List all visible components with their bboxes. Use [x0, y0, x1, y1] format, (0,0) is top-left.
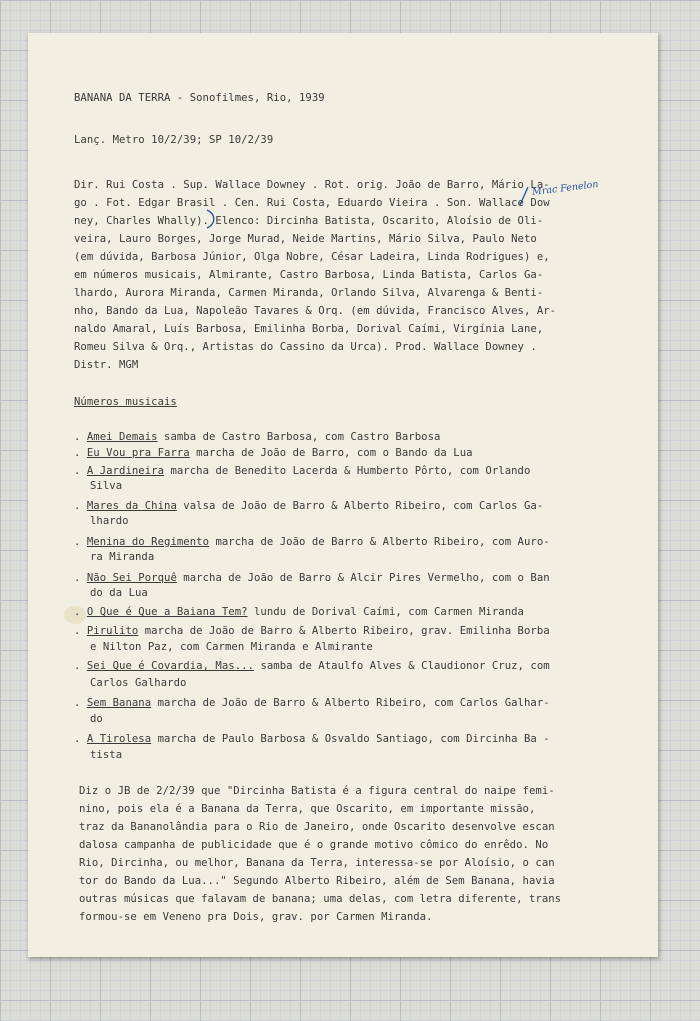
list-item: [74, 430, 440, 444]
handwritten-bracket-mark: [204, 208, 220, 230]
list-item: [74, 624, 550, 638]
list-item: [74, 696, 550, 710]
review-line: tor do Bando da Lua..." Segundo Alberto Ribeiro, além de Sem Banana, havia: [79, 875, 555, 887]
review-line: Diz o JB de 2/2/39 que "Dircinha Batista é a figura central do naipe femi-: [79, 785, 555, 797]
song-title: Sei Que é Covardia, Mas...: [86, 660, 255, 672]
bullet: .: [74, 606, 81, 618]
list-item: [74, 499, 543, 513]
song-title: Sem Banana: [86, 697, 152, 709]
list-item-continuation: do: [90, 713, 103, 725]
handwritten-annotation: Mrac Fenelon: [531, 178, 600, 199]
song-title: Amei Demais: [86, 431, 158, 443]
song-details: lundu de Dorival Caími, com Carmen Miranda: [247, 606, 524, 618]
list-item-continuation: lhardo: [90, 515, 129, 527]
bullet: .: [74, 465, 81, 477]
list-item: [74, 732, 550, 746]
song-title: Não Sei Porquê: [86, 572, 177, 584]
bullet: .: [74, 431, 81, 443]
review-line: nino, pois ela é a Banana da Terra, que Oscarito, em importante missão,: [79, 803, 536, 815]
song-details: marcha de Benedito Lacerda & Humberto Pôrto, com Orlando: [164, 465, 531, 477]
review-line: formou-se em Veneno pra Dois, grav. por Carmen Miranda.: [79, 911, 433, 923]
credits-line: em números musicais, Almirante, Castro Barbosa, Linda Batista, Carlos Ga-: [74, 269, 544, 281]
page-title: BANANA DA TERRA - Sonofilmes, Rio, 1939: [74, 92, 325, 104]
list-item: [74, 605, 524, 619]
credits-line: Distr. MGM: [74, 359, 139, 371]
list-item: [74, 464, 530, 478]
song-title: A Tirolesa: [86, 733, 152, 745]
song-details: marcha de João de Barro, com o Bando da Lua: [189, 447, 473, 459]
list-item-continuation: Silva: [90, 480, 123, 492]
review-line: dalosa campanha de publicidade que é o grande motivo cômico do enrêdo. No: [79, 839, 549, 851]
list-item: [74, 571, 550, 585]
list-item-continuation: Carlos Galhardo: [90, 677, 187, 689]
section-heading: Números musicais: [74, 396, 177, 408]
bullet: .: [74, 625, 81, 637]
song-details: marcha de João de Barro & Alcir Pires Vermelho, com o Ban: [176, 572, 550, 584]
credits-line: go . Fot. Edgar Brasil . Cen. Rui Costa, Eduardo Vieira . Son. Wallace Dow: [74, 197, 550, 209]
song-title: O Que é Que a Baiana Tem?: [86, 606, 248, 618]
release-info: Lanç. Metro 10/2/39; SP 10/2/39: [74, 134, 274, 146]
list-item-continuation: e Nilton Paz, com Carmen Miranda e Almirante: [90, 641, 373, 653]
review-line: traz da Bananolândia para o Rio de Janeiro, onde Oscarito desenvolve escan: [79, 821, 555, 833]
song-title: Menina do Regimento: [86, 536, 210, 548]
bullet: .: [74, 697, 81, 709]
credits-line: naldo Amaral, Luís Barbosa, Emilinha Borba, Dorival Caími, Virgínia Lane,: [74, 323, 544, 335]
song-details: samba de Castro Barbosa, com Castro Barbosa: [157, 431, 441, 443]
handwritten-caret-mark: [514, 185, 532, 209]
list-item: [74, 659, 550, 673]
review-line: outras músicas que falavam de banana; uma delas, com letra diferente, trans: [79, 893, 562, 905]
bullet: .: [74, 733, 81, 745]
typewritten-page: [28, 33, 658, 957]
song-details: marcha de João de Barro & Alberto Ribeiro, grav. Emilinha Borba: [138, 625, 550, 637]
song-title: A Jardineira: [86, 465, 165, 477]
song-details: marcha de João de Barro & Alberto Ribeiro, com Auro-: [209, 536, 550, 548]
song-title: Mares da China: [86, 500, 177, 512]
song-details: samba de Ataulfo Alves & Claudionor Cruz, com: [254, 660, 550, 672]
credits-line: Dir. Rui Costa . Sup. Wallace Downey . Rot. orig. João de Barro, Mário La-: [74, 179, 550, 191]
list-item: [74, 446, 473, 460]
song-title: Eu Vou pra Farra: [86, 447, 190, 459]
credits-line: ney, Charles Whally). Elenco: Dircinha Batista, Oscarito, Aloísio de Oli-: [74, 215, 544, 227]
credits-line: lhardo, Aurora Miranda, Carmen Miranda, Orlando Silva, Alvarenga & Benti-: [74, 287, 544, 299]
song-details: marcha de João de Barro & Alberto Ribeiro, com Carlos Galhar-: [151, 697, 550, 709]
list-item-continuation: ra Miranda: [90, 551, 155, 563]
review-line: Rio, Dircinha, ou melhor, Banana da Terra, interessa-se por Aloísio, o can: [79, 857, 555, 869]
credits-line: veira, Lauro Borges, Jorge Murad, Neide Martins, Mário Silva, Paulo Neto: [74, 233, 537, 245]
bullet: .: [74, 660, 81, 672]
bullet: .: [74, 572, 81, 584]
credits-line: (em dúvida, Barbosa Júnior, Olga Nobre, César Ladeira, Linda Rodrigues) e,: [74, 251, 550, 263]
list-item-continuation: do da Lua: [90, 587, 148, 599]
list-item: [74, 535, 550, 549]
song-title: Pirulito: [86, 625, 139, 637]
credits-line: Romeu Silva & Orq., Artistas do Cassino da Urca). Prod. Wallace Downey .: [74, 341, 537, 353]
bullet: .: [74, 500, 81, 512]
credits-line: nho, Bando da Lua, Napoleão Tavares & Orq. (em dúvida, Francisco Alves, Ar-: [74, 305, 557, 317]
song-details: valsa de João de Barro & Alberto Ribeiro, com Carlos Ga-: [176, 500, 544, 512]
song-details: marcha de Paulo Barbosa & Osvaldo Santiago, com Dircinha Ba -: [151, 733, 550, 745]
bullet: .: [74, 536, 81, 548]
list-item-continuation: tista: [90, 749, 123, 761]
bullet: .: [74, 447, 81, 459]
